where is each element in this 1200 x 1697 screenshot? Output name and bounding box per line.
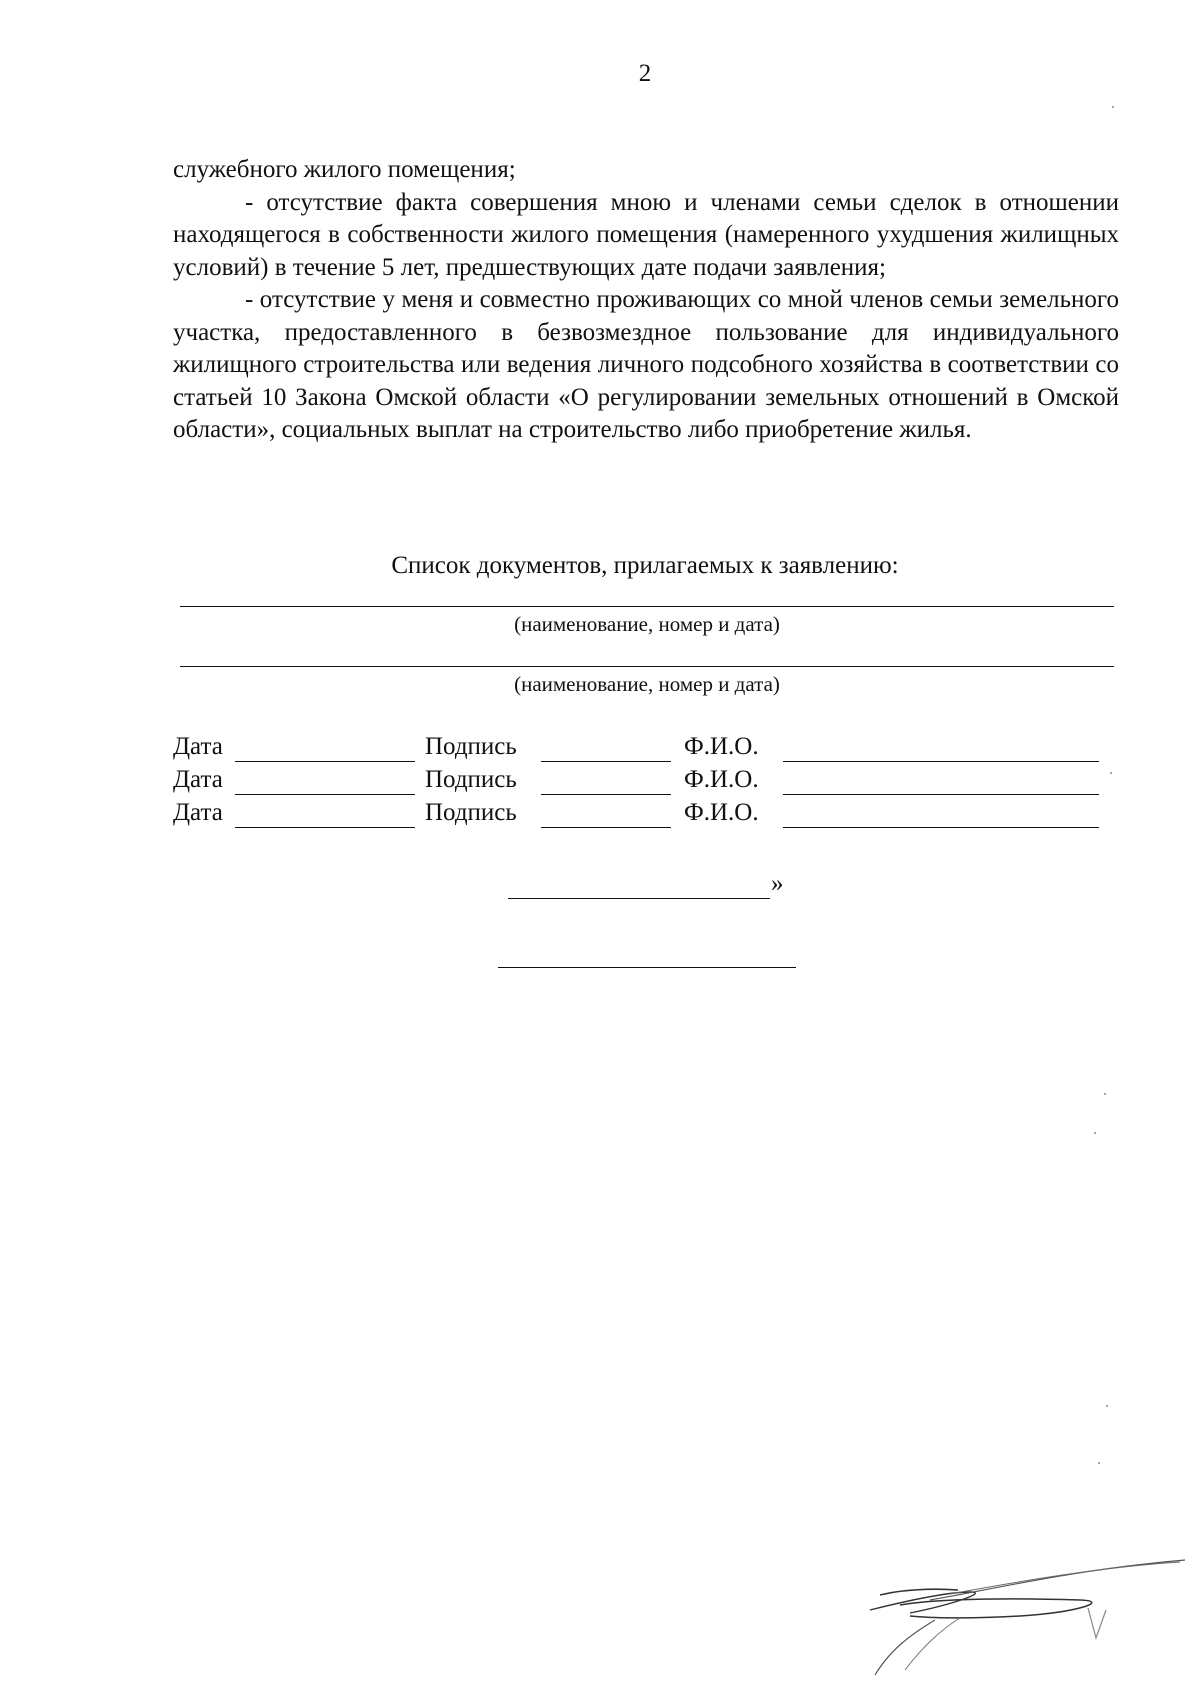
date-label: Дата <box>173 766 223 793</box>
date-label: Дата <box>173 799 223 826</box>
documents-heading: Список документов, прилагаемых к заявлению: <box>391 552 899 579</box>
document-entry-caption: (наименование, номер и дата) <box>514 672 780 696</box>
closing-underline <box>508 898 770 899</box>
date-label: Дата <box>173 733 223 760</box>
scan-speck <box>1112 106 1114 108</box>
signature-row <box>173 799 1133 831</box>
page-number: 2 <box>638 60 652 87</box>
date-field-line[interactable] <box>235 761 415 762</box>
paragraph-no-land-plot: - отсутствие у меня и совместно проживающих со мной членов семьи земельного участка, предоставленного в безвозмездное пользование для индивидуального жилищного строительства или ведения личного подсобного хозяйства в соответствии со статьей 10 Закона Омской области «О регулировании земельных отношений в Омской области», социальных выплат на строительство либо приобретение жилья. <box>173 286 1119 443</box>
signature-field-line[interactable] <box>541 794 671 795</box>
end-separator <box>498 967 796 968</box>
name-label: Ф.И.О. <box>684 799 759 826</box>
scan-speck <box>1098 1462 1100 1464</box>
name-field-line[interactable] <box>783 827 1099 828</box>
signature-field-line[interactable] <box>541 761 671 762</box>
paragraph-no-transactions: - отсутствие факта совершения мною и членами семьи сделок в отношении находящегося в собственности жилого помещения (намеренного ухудшения жилищных условий) в течение 5 лет, предшествующих дате подачи заявления; <box>173 188 1119 281</box>
name-field-line[interactable] <box>783 761 1099 762</box>
date-field-line[interactable] <box>235 827 415 828</box>
signature-field-line[interactable] <box>541 827 671 828</box>
scan-speck <box>1110 772 1112 774</box>
signature-row <box>173 733 1133 765</box>
signature-label: Подпись <box>425 733 517 760</box>
closing-quote: » <box>771 870 784 897</box>
document-entry-line[interactable] <box>180 666 1114 667</box>
body-text <box>173 154 1119 447</box>
document-entry-line[interactable] <box>180 606 1114 607</box>
scan-speck <box>1104 1093 1106 1095</box>
name-label: Ф.И.О. <box>684 766 759 793</box>
paragraph-continuation: служебного жилого помещения; <box>173 156 516 183</box>
scan-speck <box>1106 1405 1108 1407</box>
signature-row <box>173 766 1133 798</box>
signature-label: Подпись <box>425 799 517 826</box>
scan-speck <box>1094 1132 1096 1134</box>
date-field-line[interactable] <box>235 794 415 795</box>
name-field-line[interactable] <box>783 794 1099 795</box>
document-entry-caption: (наименование, номер и дата) <box>514 612 780 636</box>
signature-label: Подпись <box>425 766 517 793</box>
closing-line-block <box>508 868 784 904</box>
name-label: Ф.И.О. <box>684 733 759 760</box>
handwritten-signature-icon <box>840 1550 1190 1680</box>
